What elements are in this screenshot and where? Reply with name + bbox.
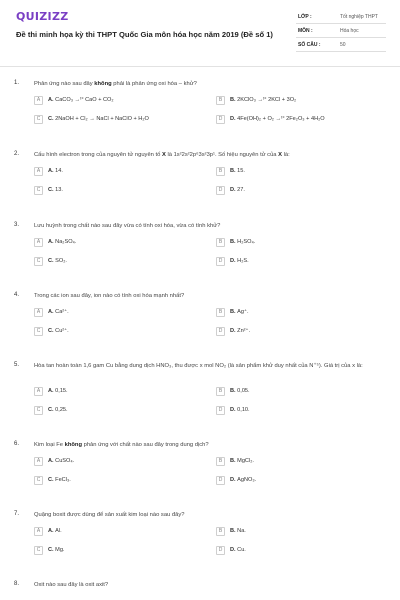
answer-option-d[interactable] xyxy=(216,115,366,126)
answer-option-b[interactable] xyxy=(216,167,366,178)
question-text: Oxit nào sau đây là oxit axit? xyxy=(34,582,109,588)
option-letter-box: B xyxy=(216,238,225,247)
meta-key: LỚP : xyxy=(298,14,312,20)
option-text: C. Cu²⁺. xyxy=(48,328,69,334)
option-text: C. FeCl₃. xyxy=(48,477,71,483)
option-letter-box: A xyxy=(34,387,43,396)
header-divider xyxy=(0,66,400,67)
question-number: 4. xyxy=(14,292,20,298)
answer-option-c[interactable] xyxy=(34,186,184,197)
option-text: D. 0,10. xyxy=(230,407,250,413)
option-text: A. Al. xyxy=(48,528,62,534)
option-text: B. MgCl₂. xyxy=(230,458,254,464)
meta-key: MÔN : xyxy=(298,28,313,34)
option-text: B. Ag⁺. xyxy=(230,309,249,315)
answer-option-b[interactable] xyxy=(216,308,366,319)
document-title: Đề thi minh họa kỳ thi THPT Quốc Gia môn hóa học năm 2019 (Đề số 1) xyxy=(16,30,273,39)
meta-value: Hóa học xyxy=(340,28,359,34)
answer-option-d[interactable] xyxy=(216,546,366,557)
option-text: B. 15. xyxy=(230,168,245,174)
meta-row-subject xyxy=(296,24,386,38)
option-text: D. 27. xyxy=(230,187,245,193)
answer-option-a[interactable] xyxy=(34,238,184,249)
worksheet-meta xyxy=(296,10,386,52)
question-number: 1. xyxy=(14,80,20,86)
option-text: B. 0,05. xyxy=(230,388,250,394)
option-letter-box: B xyxy=(216,387,225,396)
answer-option-b[interactable] xyxy=(216,457,366,468)
option-text: C. 0,25. xyxy=(48,407,68,413)
option-letter-box: C xyxy=(34,327,43,336)
option-letter-box: C xyxy=(34,546,43,555)
option-text: B. 2KClO₃ →ᵗ° 2KCl + 3O₂ xyxy=(230,97,297,103)
answer-option-c[interactable] xyxy=(34,476,184,487)
question-text: Trong các ion sau đây, ion nào có tính oxi hóa mạnh nhất? xyxy=(34,293,185,299)
answer-option-a[interactable] xyxy=(34,96,184,107)
option-letter-box: B xyxy=(216,308,225,317)
option-letter-box: D xyxy=(216,186,225,195)
question-text: Quặng boxit được dùng để sản xuất kim loại nào sau đây? xyxy=(34,512,185,518)
option-letter-box: B xyxy=(216,167,225,176)
question-text: Lưu huỳnh trong chất nào sau đây vừa có tính oxi hóa, vừa có tính khử? xyxy=(34,223,221,229)
option-text: B. Na. xyxy=(230,528,246,534)
option-letter-box: C xyxy=(34,186,43,195)
option-letter-box: C xyxy=(34,257,43,266)
option-letter-box: B xyxy=(216,457,225,466)
option-text: D. H₂S. xyxy=(230,258,249,264)
option-letter-box: D xyxy=(216,257,225,266)
option-text: A. 0,15. xyxy=(48,388,68,394)
option-letter-box: A xyxy=(34,96,43,105)
option-text: C. 2NaOH + Cl₂ → NaCl + NaClO + H₂O xyxy=(48,116,149,122)
option-letter-box: D xyxy=(216,327,225,336)
question-number: 5. xyxy=(14,362,20,368)
answer-option-a[interactable] xyxy=(34,387,184,398)
answer-option-b[interactable] xyxy=(216,238,366,249)
meta-value: 50 xyxy=(340,42,346,48)
option-text: D. 4Fe(OH)₂ + O₂ →ᵗ° 2Fe₂O₃ + 4H₂O xyxy=(230,116,325,122)
option-letter-box: C xyxy=(34,476,43,485)
answer-option-b[interactable] xyxy=(216,96,366,107)
option-letter-box: C xyxy=(34,115,43,124)
question-text: Kim loại Fe không phản ứng với chất nào sau đây trong dung dịch? xyxy=(34,442,209,448)
question-number: 7. xyxy=(14,511,20,517)
option-text: A. Na₂SO₄. xyxy=(48,239,77,245)
answer-option-a[interactable] xyxy=(34,167,184,178)
meta-row-count xyxy=(296,38,386,52)
question-number: 6. xyxy=(14,441,20,447)
answer-option-d[interactable] xyxy=(216,476,366,487)
option-text: D. Cu. xyxy=(230,547,246,553)
option-text: B. H₂SO₄. xyxy=(230,239,256,245)
answer-option-a[interactable] xyxy=(34,457,184,468)
answer-option-a[interactable] xyxy=(34,308,184,319)
option-text: A. Ca²⁺. xyxy=(48,309,69,315)
meta-key: SỐ CÂU : xyxy=(298,42,321,48)
answer-option-c[interactable] xyxy=(34,327,184,338)
option-letter-box: D xyxy=(216,476,225,485)
question-text: Hòa tan hoàn toàn 1,6 gam Cu bằng dung dịch HNO₃, thu được x mol NO₂ (là sản phẩm khử duy nhất của N⁺⁵). Giá trị của x là: xyxy=(34,363,363,369)
answer-option-b[interactable] xyxy=(216,527,366,538)
option-letter-box: A xyxy=(34,527,43,536)
question-number: 2. xyxy=(14,151,20,157)
option-text: C. Mg. xyxy=(48,547,65,553)
option-text: D. Zn²⁺. xyxy=(230,328,251,334)
question-number: 8. xyxy=(14,581,20,587)
option-letter-box: D xyxy=(216,546,225,555)
question-text: Cấu hình electron trong của nguyên tử nguyên tố X là 1s²2s²2p⁶3s²3p¹. Số hiệu nguyên tử của X là: xyxy=(34,152,290,158)
answer-option-c[interactable] xyxy=(34,406,184,417)
option-text: D. AgNO₃. xyxy=(230,477,257,483)
quizizz-logo: QUIZIZZ xyxy=(16,10,69,23)
option-text: C. SO₂. xyxy=(48,258,67,264)
option-letter-box: A xyxy=(34,308,43,317)
answer-option-c[interactable] xyxy=(34,257,184,268)
option-text: A. CuSO₄. xyxy=(48,458,75,464)
answer-option-a[interactable] xyxy=(34,527,184,538)
option-text: A. 14. xyxy=(48,168,63,174)
worksheet-header xyxy=(0,0,400,66)
answer-option-d[interactable] xyxy=(216,406,366,417)
answer-option-d[interactable] xyxy=(216,257,366,268)
answer-option-b[interactable] xyxy=(216,387,366,398)
question-number: 3. xyxy=(14,222,20,228)
option-letter-box: D xyxy=(216,115,225,124)
question-text: Phản ứng nào sau đây không phải là phản ứng oxi hóa – khử? xyxy=(34,81,197,87)
answer-option-d[interactable] xyxy=(216,186,366,197)
option-letter-box: C xyxy=(34,406,43,415)
answer-option-c[interactable] xyxy=(34,115,184,126)
option-text: A. CaCO₃ →ᵗ° CaO + CO₂ xyxy=(48,97,114,103)
option-letter-box: A xyxy=(34,457,43,466)
meta-value: Tốt nghiệp THPT xyxy=(340,14,378,20)
option-letter-box: B xyxy=(216,96,225,105)
answer-option-c[interactable] xyxy=(34,546,184,557)
answer-option-d[interactable] xyxy=(216,327,366,338)
option-letter-box: D xyxy=(216,406,225,415)
option-text: C. 13. xyxy=(48,187,63,193)
option-letter-box: A xyxy=(34,238,43,247)
option-letter-box: A xyxy=(34,167,43,176)
meta-row-class xyxy=(296,10,386,24)
option-letter-box: B xyxy=(216,527,225,536)
